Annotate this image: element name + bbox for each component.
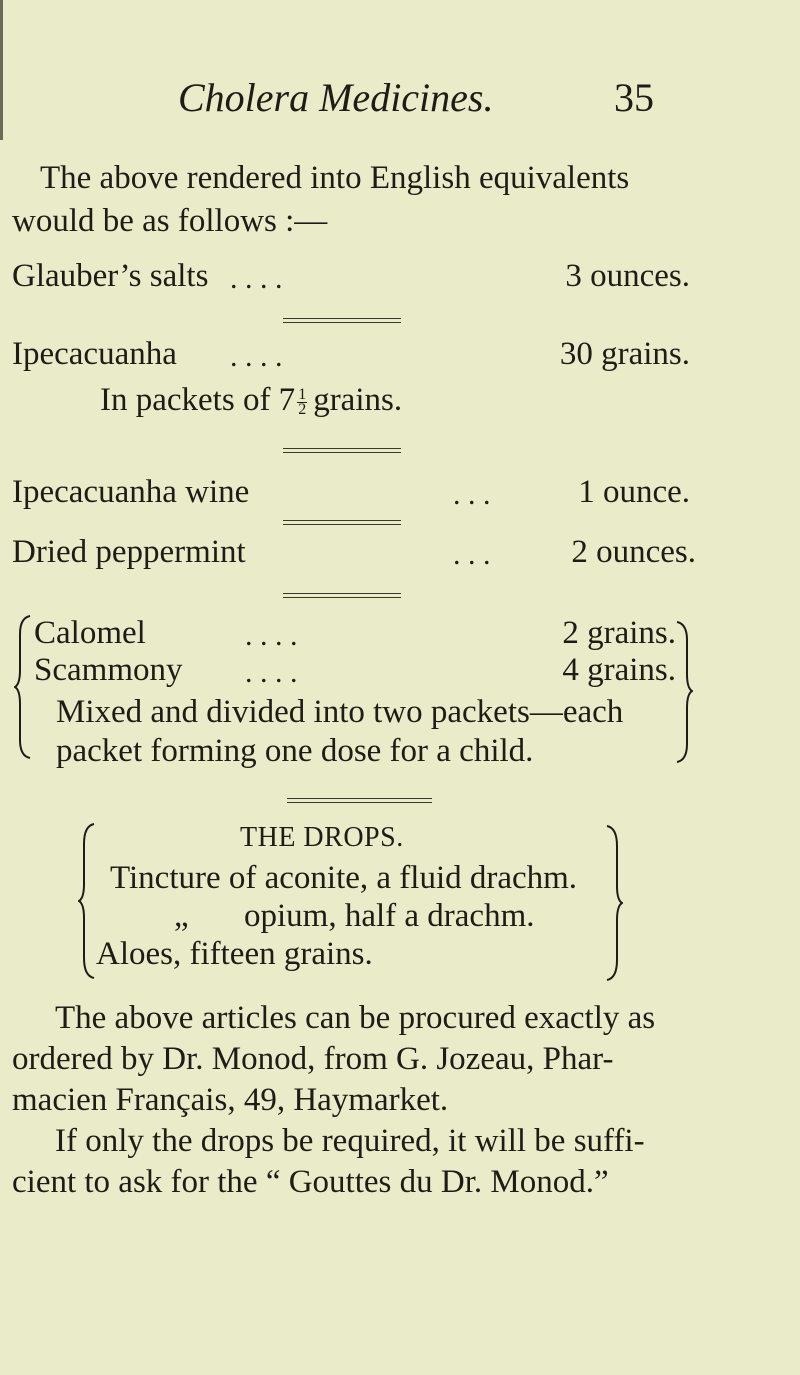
fraction-numerator: 1 <box>298 385 307 403</box>
closing-line-4: If only the drops be required, it will be suffi- <box>55 1123 645 1159</box>
item-name-calomel: Calomel <box>34 615 146 651</box>
item-amount-dried-peppermint: 2 ounces. <box>571 534 696 570</box>
drops-line-3: Aloes, fifteen grains. <box>96 936 373 972</box>
powder-note-line-2: packet forming one dose for a child. <box>56 733 534 769</box>
item-amount-ipecacuanha-wine: 1 ounce. <box>578 474 690 510</box>
item-name-scammony: Scammony <box>34 652 183 688</box>
page-edge <box>0 0 3 140</box>
packets-prefix: In packets of 7 <box>100 382 296 418</box>
powder-note-line-1: Mixed and divided into two packets—each <box>56 694 624 730</box>
right-brace-drops <box>605 822 623 984</box>
packets-fraction <box>297 385 307 418</box>
item-leader-ipecacuanha: . . . . <box>230 340 283 373</box>
item-leader-ipecacuanha-wine: . . . <box>453 478 491 511</box>
item-leader-dried-peppermint: . . . <box>453 538 491 571</box>
item-amount-calomel: 2 grains. <box>562 615 676 651</box>
running-title: Cholera Medicines. <box>178 75 494 120</box>
item-name-glaubers-salts: Glauber’s salts <box>12 258 209 294</box>
item-name-dried-peppermint: Dried peppermint <box>12 534 246 570</box>
page-number: 35 <box>614 75 654 120</box>
item-leader-glaubers-salts: . . . . <box>230 262 283 295</box>
drops-line-2: opium, half a drachm. <box>244 898 535 934</box>
left-brace-powder <box>14 612 32 762</box>
item-amount-ipecacuanha: 30 grains. <box>559 336 690 372</box>
closing-line-3: macien Français, 49, Haymarket. <box>12 1082 449 1118</box>
drops-ditto: „ <box>174 898 189 934</box>
fraction-denominator: 2 <box>298 400 307 418</box>
closing-line-2: ordered by Dr. Monod, from G. Jozeau, Phar- <box>12 1041 614 1077</box>
drops-heading: THE DROPS. <box>240 822 404 853</box>
closing-line-1: The above articles can be procured exactly as <box>55 1000 656 1036</box>
rule-1 <box>283 318 401 323</box>
rule-4 <box>283 593 401 598</box>
left-brace-drops <box>78 820 96 982</box>
closing-line-5: cient to ask for the “ Gouttes du Dr. Monod.” <box>12 1164 609 1200</box>
item-amount-glaubers-salts: 3 ounces. <box>565 258 690 294</box>
item-name-ipecacuanha: Ipecacuanha <box>12 336 177 372</box>
rule-3 <box>283 520 401 525</box>
rule-2 <box>283 448 401 453</box>
intro-line-2: would be as follows :— <box>12 203 328 239</box>
item-leader-scammony: . . . . <box>245 656 298 689</box>
rule-5 <box>287 798 432 803</box>
item-name-ipecacuanha-wine: Ipecacuanha wine <box>12 474 250 510</box>
item-leader-calomel: . . . . <box>245 619 298 652</box>
intro-line-1: The above rendered into English equivalents <box>40 160 630 196</box>
item-amount-scammony: 4 grains. <box>562 652 676 688</box>
drops-line-1: Tincture of aconite, a fluid drachm. <box>110 860 578 896</box>
packets-suffix: grains. <box>313 382 403 418</box>
packets-note <box>100 382 402 419</box>
right-brace-powder <box>675 618 693 766</box>
